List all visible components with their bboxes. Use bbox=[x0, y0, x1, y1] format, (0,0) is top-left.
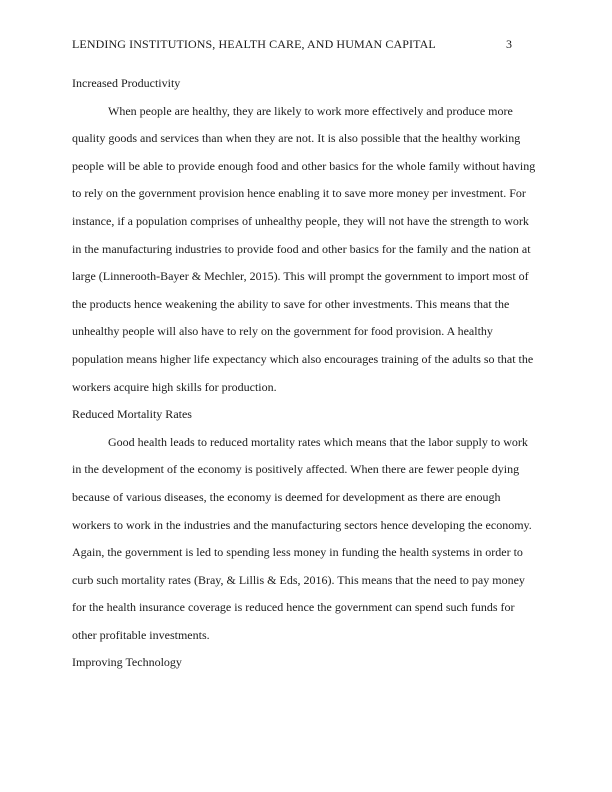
paragraph-line: in the development of the economy is positively affected. When there are fewer people dying bbox=[72, 462, 520, 477]
section-heading: Reduced Mortality Rates bbox=[72, 407, 192, 422]
paragraph-line: workers acquire high skills for production. bbox=[72, 379, 277, 394]
section-heading: Improving Technology bbox=[72, 655, 182, 670]
document-body bbox=[72, 70, 540, 677]
paragraph-line: because of various diseases, the economy is deemed for development as there are enough bbox=[72, 489, 501, 504]
paragraph-line: in the manufacturing industries to provide food and other basics for the family and the nation at bbox=[72, 241, 531, 256]
paragraph-line: other profitable investments. bbox=[72, 627, 210, 642]
paragraph-line: population means higher life expectancy which also encourages training of the adults so that the bbox=[72, 351, 534, 366]
paragraph-line: workers to work in the industries and the manufacturing sectors hence developing the economy. bbox=[72, 517, 532, 532]
page-number: 3 bbox=[506, 37, 512, 51]
paragraph-line: unhealthy people will also have to rely on the government for food provision. A healthy bbox=[72, 324, 493, 339]
paragraph-line: the products hence weakening the ability to save for other investments. This means that the bbox=[72, 296, 510, 311]
paragraph-line: large (Linnerooth-Bayer & Mechler, 2015). This will prompt the government to import most of bbox=[72, 269, 529, 284]
paragraph-line: people will be able to provide enough food and other basics for the whole family without having bbox=[72, 158, 536, 173]
paragraph-line: to rely on the government provision hence enabling it to save more money per investment. For bbox=[72, 186, 526, 201]
paragraph-line: curb such mortality rates (Bray, & Lillis & Eds, 2016). This means that the need to pay money bbox=[72, 572, 525, 587]
paragraph-line: Again, the government is led to spending less money in funding the health systems in order to bbox=[72, 545, 523, 560]
paragraph-line: for the health insurance coverage is reduced hence the government can spend such funds for bbox=[72, 600, 515, 615]
paragraph-line: quality goods and services than when they are not. It is also possible that the healthy working bbox=[72, 131, 521, 146]
paragraph-line: When people are healthy, they are likely to work more effectively and produce more bbox=[108, 103, 513, 118]
running-head-title: LENDING INSTITUTIONS, HEALTH CARE, AND HUMAN CAPITAL bbox=[72, 37, 436, 51]
paragraph-line: instance, if a population comprises of unhealthy people, they will not have the strength to work bbox=[72, 213, 529, 228]
section-heading: Increased Productivity bbox=[72, 76, 181, 90]
paragraph-line: Good health leads to reduced mortality rates which means that the labor supply to work bbox=[108, 434, 528, 449]
running-header bbox=[72, 36, 540, 52]
